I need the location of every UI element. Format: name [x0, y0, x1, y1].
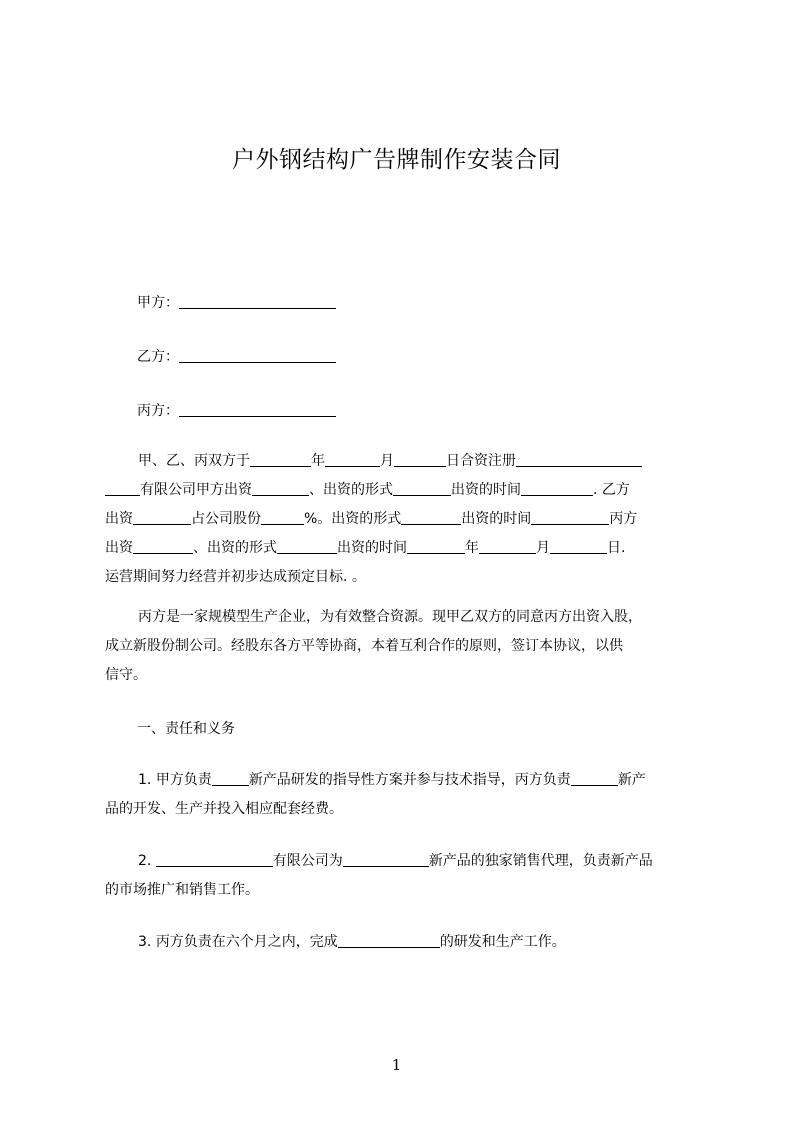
paragraph-investment — [105, 447, 705, 592]
text-line: 成立新股份制公司。经股东各方平等协商，本着互利合作的原则，签订本协议，以供 — [105, 638, 623, 654]
text: 甲、乙、丙双方于 — [138, 453, 250, 469]
text: 日合资注册 — [446, 453, 516, 469]
day-blank[interactable] — [394, 452, 446, 467]
party-c-amount-blank[interactable] — [133, 539, 193, 554]
party-c-month-blank[interactable] — [479, 539, 536, 554]
text-line: 丙方是一家规模型生产企业，为有效整合资源。现甲乙双方的同意丙方出资入股， — [138, 609, 642, 625]
party-c-year-blank[interactable] — [407, 539, 465, 554]
party-b-share-blank[interactable] — [261, 510, 304, 525]
party-b-label: 乙方： — [137, 349, 179, 365]
party-c-blank[interactable] — [179, 402, 336, 417]
party-a-time-blank[interactable] — [521, 481, 593, 496]
text: 、出资的形式 — [193, 540, 277, 556]
item2-company-blank[interactable] — [156, 852, 273, 867]
clause-2 — [105, 847, 705, 905]
clause-number: 3. — [138, 934, 156, 950]
year-blank[interactable] — [250, 452, 311, 467]
party-c-form-blank[interactable] — [277, 539, 337, 554]
text: 丙方负责在六个月之内，完成 — [155, 934, 338, 950]
text: 出资的时间 — [337, 540, 407, 556]
text: 的研发和生产工作。 — [439, 934, 566, 950]
party-b-form-blank[interactable] — [401, 510, 461, 525]
party-b-amount-blank[interactable] — [133, 510, 191, 525]
clause-3 — [105, 928, 705, 957]
text: 占公司股份 — [191, 511, 261, 527]
clause-number: 2. — [138, 853, 156, 869]
text: 年 — [465, 540, 479, 556]
text: 月 — [536, 540, 550, 556]
text: 有限公司为 — [272, 853, 343, 869]
party-c-line — [137, 400, 336, 420]
text: 甲方负责 — [155, 772, 212, 788]
text-line: 品的开发、生产并投入相应配套经费。 — [105, 801, 343, 817]
contract-title: 户外钢结构广告牌制作安装合同 — [232, 147, 561, 173]
text: 、出资的形式 — [309, 482, 393, 498]
text: . 乙方 — [593, 482, 630, 498]
company-name-blank-cont[interactable] — [105, 481, 140, 496]
text-line: 信守。 — [105, 667, 147, 683]
text: 丙方 — [609, 511, 638, 527]
text: 新产品研发的指导性方案并参与技术指导，丙方负责 — [248, 772, 571, 788]
text: 新产 — [617, 772, 646, 788]
text: 出资的时间 — [461, 511, 532, 527]
party-a-line — [137, 292, 336, 312]
party-b-line — [137, 346, 336, 366]
party-b-blank[interactable] — [179, 348, 336, 363]
text: 日. — [607, 540, 626, 556]
party-c-day-blank[interactable] — [550, 539, 607, 554]
text: 有限公司甲方出资 — [140, 482, 252, 498]
party-a-blank[interactable] — [179, 294, 336, 309]
text: 年 — [311, 453, 325, 469]
clause-1 — [105, 766, 705, 824]
text: 出资 — [105, 540, 133, 556]
paragraph-background — [105, 603, 705, 690]
item2-product-blank[interactable] — [343, 852, 429, 867]
party-c-label: 丙方： — [137, 403, 179, 419]
party-a-amount-blank[interactable] — [252, 481, 309, 496]
text: %。出资的形式 — [304, 511, 402, 527]
party-a-label: 甲方： — [137, 295, 179, 311]
text: 出资 — [105, 511, 133, 527]
item3-product-blank[interactable] — [338, 933, 440, 948]
item1-blank-2[interactable] — [571, 771, 618, 786]
month-blank[interactable] — [325, 452, 380, 467]
text: 出资的时间 — [451, 482, 521, 498]
party-b-time-blank[interactable] — [531, 510, 609, 525]
clause-number: 1. — [138, 772, 156, 788]
section-heading-responsibilities: 一、责任和义务 — [137, 721, 235, 737]
text: 月 — [380, 453, 394, 469]
text-line: 的市场推广和销售工作。 — [105, 882, 259, 898]
company-name-blank[interactable] — [516, 452, 642, 467]
item1-blank-1[interactable] — [212, 771, 249, 786]
page-number: 1 — [391, 1056, 402, 1074]
party-a-form-blank[interactable] — [393, 481, 451, 496]
text: 新产品的独家销售代理，负责新产品 — [428, 853, 653, 869]
text: 运营期间努力经营并初步达成预定目标. 。 — [105, 569, 366, 585]
